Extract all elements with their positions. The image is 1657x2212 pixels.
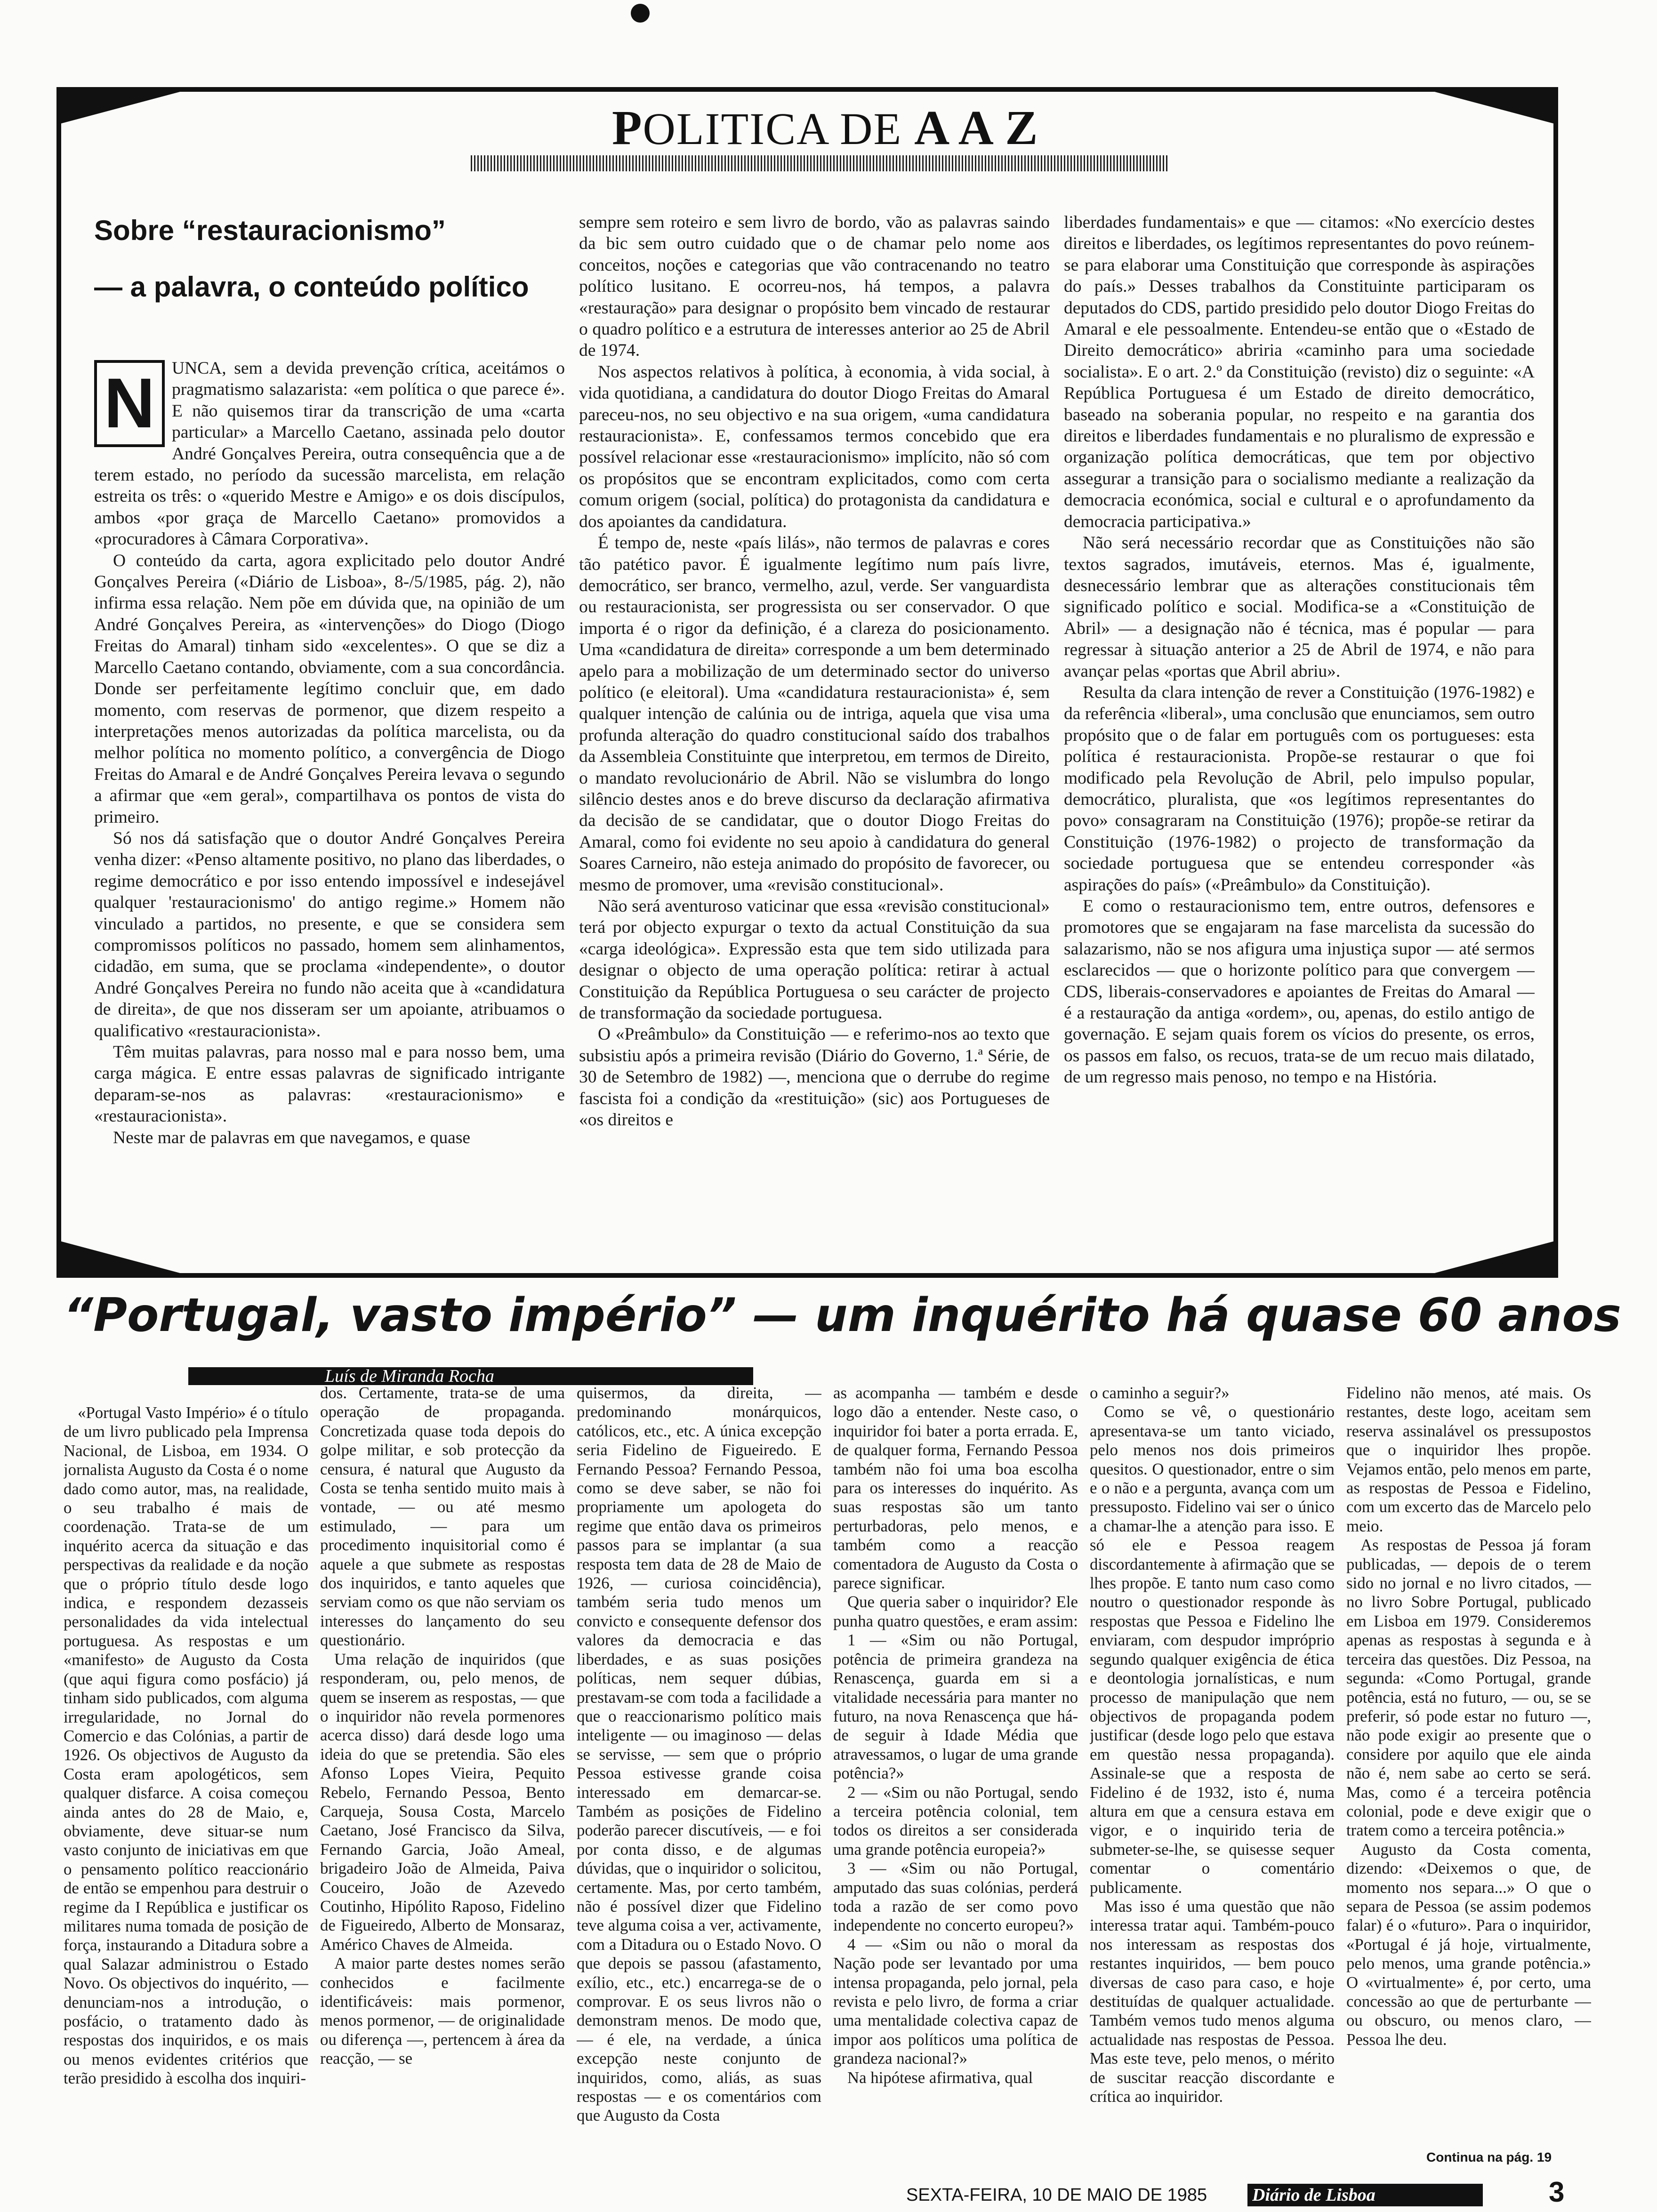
article-headline: “Portugal, vasto império” — um inquérito há quase 60 anos [64, 1289, 1621, 1342]
paragraph: Fidelino não menos, até mais. Os restantes, deste logo, aceitam sem reserva assinalável os pressupostos que o inquiridor lhes propõe. Vejamos então, pelo menos em parte, as respostas de Pessoa e Fidelino, com um excerto das de Marcelo pelo meio. [1346, 1384, 1591, 1535]
paragraph: Só nos dá satisfação que o doutor André Gonçalves Pereira venha dizer: «Penso altamente positivo, no plano das liberdades, o regime democrático e por isso entendo impossível e indesejável qualquer 'restauracionismo' do antigo regime.» Homem não vinculado a partidos, no presente, e que se considera sem compromissos políticos no passado, homem sem alinhamentos, cidadão, em suma, que se proclama «independente», o doutor André Gonçalves Pereira no fundo não aceita que à «candidatura de direita», de que nos disseram ser um apoiante, atribuamos o qualificativo «restauracionista». [94, 828, 565, 1041]
frame-corner [56, 87, 198, 125]
section-title-rule [471, 155, 1167, 171]
newspaper-name: Diário de Lisboa [1252, 2185, 1375, 2205]
drop-cap: N [94, 360, 165, 447]
paragraph: «Portugal Vasto Império» é o título de um livro publicado pela Imprensa Nacional, de Lisboa, em 1934. O jornalista Augusto da Costa é o nome dado como autor, mas, na realidade, o seu trabalho é mais de coordenação. Trata-se de um inquérito acerca da situação e das perspectivas da realidade e da noção que o próprio título desde logo indica, e respondem dezasseis personalidades da vida intelectual portuguesa. As respostas e um «manifesto» de Augusto da Costa (que aqui figura como posfácio) já tinham sido publicados, com alguma irregularidade, no Jornal do Comercio e das Colónias, a partir de 1926. Os objectivos de Augusto da Costa eram apologéticos, sem qualquer disfarce. A coisa começou ainda antes do 28 de Maio, e, obviamente, deve situar-se num vasto conjunto de iniciativas em que o pensamento político reaccionário de então se empenhou para destruir o regime da I República e justificar os militares numa tomada de posição de força, instaurando a Ditadura sobre a qual Salazar administrou o Estado Novo. Os objectivos do inquérito, — denunciam-nos a introdução, o posfácio, o tratamento dado às respostas dos inquiridos, e os mais ou menos evidentes critérios que terão presidido à escolha dos inquiri- [64, 1403, 308, 2088]
paragraph: Nos aspectos relativos à política, à economia, à vida social, à vida quotidiana, a candidatura do doutor Diogo Freitas do Amaral pareceu-nos, no seu objectivo e na sua origem, «uma candidatura restauracionista». E, confessamos termos concebido que era possível relacionar esse «restauracionismo» implícito, não só com os propósitos que se encontram explicitados, como com certa comum origem (social, política) do protagonista da candidatura e dos apoiantes da candidatura. [579, 362, 1050, 531]
paragraph: Uma relação de inquiridos (que responderam, ou, pelo menos, de quem se inserem as respostas, — que o inquiridor não revela pormenores acerca disso) dará desde logo uma ideia do que se pretendia. São eles Afonso Lopes Vieira, Pequito Rebelo, Fernando Pessoa, Bento Carqueja, Sousa Costa, Marcelo Caetano, José Francisco da Silva, Fernando Garcia, João Ameal, brigadeiro João de Almeida, Paiva Couceiro, João de Azevedo Coutinho, Hipólito Raposo, Fidelino de Figueiredo, Alberto de Monsaraz, Américo Chaves de Almeida. [320, 1650, 565, 1954]
frame-corner [1417, 87, 1558, 125]
article-column-1 [94, 358, 565, 1266]
byline: Luís de Miranda Rocha [325, 1366, 494, 1386]
paragraph: Neste mar de palavras em que navegamos, e quase [113, 1128, 471, 1147]
paragraph: Mas isso é uma questão que não interessa tratar aqui. Também-pouco nos interessam as respostas dos restantes inquiridos, — bem pouco diversas de caso para caso, e hoje destituídas de qualquer actualidade. Também vemos tudo menos alguma actualidade nas respostas de Pessoa. Mas este teve, pelo menos, o mérito de suscitar reacção discordante e crítica ao inquiridor. [1090, 1897, 1335, 2106]
paragraph: o caminho a seguir?» [1090, 1384, 1230, 1402]
paragraph: dos. Certamente, trata-se de uma operação de propaganda. Concretizada quase toda depois do golpe militar, e sob protecção da censura, é natural que Augusto da Costa se tenha sentido muito mais à vontade, — ou até mesmo estimulado, — para um procedimento inquisitorial como é aquele a que submete as respostas dos inquiridos, e tanto aqueles que serviam como os que não serviam os interesses do lançamento do seu questionário. [320, 1384, 565, 1650]
article-headline [94, 212, 565, 306]
article-column-5 [1090, 1384, 1335, 2184]
paragraph: 1 — «Sim ou não Portugal, potência de primeira grandeza na Renascença, guarda em si a vitalidade necessária para manter no futuro, na nova Renascença que há-de seguir à Idade Média que atravessamos, o lugar de uma grande potência?» [833, 1631, 1078, 1783]
page-number: 3 [1549, 2176, 1565, 2208]
article-column-4 [833, 1384, 1078, 2184]
paragraph: Têm muitas palavras, para nosso mal e para nosso bem, uma carga mágica. E entre essas palavras de significado intrigante deparam-se-nos as palavras: «restauracionismo» e «restauracionista». [94, 1042, 565, 1126]
paragraph: quisermos, da direita, — predominando monárquicos, católicos, etc., etc. A única excepção seria Fidelino de Figueiredo. E Fernando Pessoa? Fernando Pessoa, como se deve saber, se não foi propriamente um apologeta do regime que então dava os primeiros passos para se implantar (a sua resposta tem data de 28 de Maio de 1926, — curiosa coincidência), também seria tudo menos um convicto e consequente defensor dos valores da democracia e das liberdades, e as suas posições políticas, nem sequer dúbias, prestavam-se com toda a facilidade a que o reaccionarismo político mais inteligente — ou imaginoso — delas se servisse, — sem que o próprio Pessoa estivesse grande coisa interessado em demarcar-se. Também as posições de Fidelino poderão parecer discutíveis, — e foi por conta disso, e de algumas dúvidas, que o inquiridor o solicitou, certamente. Mas, por certo também, não é possível dizer que Fidelino teve alguma coisa a ver, activamente, com a Ditadura ou o Estado Novo. O que depois se passou (afastamento, exílio, etc., etc.) encarrega-se de o comprovar. E os seus livros não o demonstram menos. De modo que, — é ele, na verdade, a única excepção neste conjunto de inquiridos, como, aliás, as suas respostas — e os comentários com que Augusto da Costa [577, 1384, 821, 2125]
section-title: POLITICA DE A A Z [612, 101, 1039, 155]
paragraph: UNCA, sem a devida prevenção crítica, aceitámos o pragmatismo salazarista: «em política o que parece é». E não quisemos tirar da transcrição de uma «carta particular» a Marcello Caetano, assinada pelo doutor André Gonçalves Pereira, outra consequência que a de terem estado, no período da sucessão marcelista, em relação estreita os três: o «querido Mestre e Amigo» e os dois discípulos, ambos «por graça de Marcello Caetano» promovidos a «procuradores à Câmara Corporativa». [94, 359, 565, 549]
paragraph: Não será aventuroso vaticinar que essa «revisão constitucional» terá por objecto expurgar o texto da actual Constituição da sua «carga ideológica». Expressão esta que tem sido utilizada para designar o objecto de uma operação política: retirar à actual Constituição da República Portuguesa o seu carácter de projecto de transformação da sociedade portuguesa. [579, 897, 1050, 1023]
paragraph: E como o restauracionismo tem, entre outros, defensores e promotores que se engajaram na fase marcelista da sucessão do salazarismo, não se nos afigura uma injustiça supor — até sermos esclarecidos — que o horizonte político para que convergem — CDS, liberais-conservadores e apoiantes de Freitas do Amaral — é a restauração da antiga «ordem», ou, apenas, do estilo antigo de governação. E sejam quais forem os vícios do presente, os erros, os passos em falso, os recuos, trata-se de um recuo mais dilatado, de um regresso mais penoso, no tempo e na História. [1064, 897, 1535, 1087]
paragraph: 4 — «Sim ou não o moral da Nação pode ser levantado por uma intensa propaganda, pelo jornal, pela revista e pelo livro, de forma a criar uma mentalidade colectiva capaz de impor aos políticos uma política de grandeza nacional?» [833, 1935, 1078, 2068]
paragraph: Como se vê, o questionário apresentava-se um tanto viciado, pelo menos nos dois primeiros quesitos. O questionador, entre o sim e o não e a pergunta, avança com um pressuposto. Fidelino vai ser o único a chamar-lhe a atenção para isso. E só ele e Pessoa reagem discordantemente à afirmação que se lhes propõe. E tanto num caso como noutro o questionador responde às respostas que Pessoa e Fidelino lhe enviaram, com despudor impróprio segundo qualquer exigência de ética e deontologia jornalísticas, e num processo de manipulação que nem objectivos de propaganda podem justificar (desde logo pelo que estava em questão nessa propaganda). Assinale-se que a resposta de Fidelino é de 1932, isto é, numa altura em que a censura estava em vigor, e o inquirido teria de submeter-se-lhe, se quisesse sequer comentar o comentário publicamente. [1090, 1403, 1335, 1897]
paragraph: 2 — «Sim ou não Portugal, sendo a terceira potência colonial, tem todos os direitos a ser considerada uma grande potência europeia?» [833, 1783, 1078, 1859]
continued-note: Continua na pág. 19 [1426, 2150, 1552, 2164]
article-column-2 [320, 1384, 565, 2184]
paragraph: Que queria saber o inquiridor? Ele punha quatro questões, e eram assim: [833, 1593, 1078, 1630]
article-column-1 [64, 1403, 308, 2185]
paragraph: Resulta da clara intenção de rever a Constituição (1976-1982) e da referência «liberal», uma conclusão que enunciamos, sem outro propósito que o de falar em português com os portugueses: esta política é restauracionista. Propõe-se restaurar o que foi modificado pela Revolução de Abril, pelo impulso popular, democrático, pluralista, que «os legítimos representantes do povo» consagraram na Constituição (1976); propõe-se retirar da Constituição (1976-1982) o projecto de transformação da sociedade portuguesa que se entendeu corresponder «às aspirações do país» («Preâmbulo» da Constituição). [1064, 682, 1535, 895]
paragraph: 3 — «Sim ou não Portugal, amputado das suas colónias, perderá toda a razão de ser como povo independente no concerto europeu?» [833, 1859, 1078, 1935]
article-column-6 [1346, 1384, 1591, 2146]
registration-mark [631, 4, 650, 23]
paragraph: Não será necessário recordar que as Constituições não são textos sagrados, imutáveis, eternos. Mas é, igualmente, desnecessário lembrar que as alterações constitucionais têm significado político e social. Modifica-se a «Constituição de Abril» — a designação não é técnica, mas é popular — para regressar à situação anterior a 25 de Abril de 1974, e não para avançar pelas «portas que Abril abriu». [1064, 533, 1535, 681]
article-column-2 [579, 212, 1050, 1266]
paragraph: O conteúdo da carta, agora explicitado pelo doutor André Gonçalves Pereira («Diário de Lisboa», 8-/5/1985, pág. 2), não infirma essa relação. Nem põe em dúvida que, na opinião de um André Gonçalves Pereira, as «intervenções» do Diogo (Diogo Freitas do Amaral) tinham sido «excelentes». O que se diz a Marcello Caetano contando, obviamente, com a sua concordância. Donde ser perfeitamente legítimo concluir que, em dado momento, com reservas de pormenor, que dizem respeito a interpretações menos autorizadas da política marcelista, ou da melhor política no momento político, a convergência de Diogo Freitas do Amaral e de André Gonçalves Pereira levava o segundo a afirmar que «em geral», compartilhava os pontos de vista do primeiro. [94, 551, 565, 827]
paragraph: A maior parte destes nomes serão conhecidos e facilmente identificáveis: mais pormenor, menos pormenor, — de originalidade ou diferença —, pertencem à área da reacção, — se [320, 1954, 565, 2068]
paragraph: Na hipótese afirmativa, qual [847, 2068, 1033, 2087]
article-column-3 [577, 1384, 821, 2184]
paragraph: sempre sem roteiro e sem livro de bordo, vão as palavras saindo da bic sem outro cuidado que o de chamar pelo nome aos conceitos, noções e categorias que vão contracenando no teatro político lusitano. E ocorreu-nos, há tempos, a palavra «restauração» para designar o propósito bem vincado de restaurar o quadro político e a estrutura de interesses anterior ao 25 de Abril de 1974. [579, 213, 1050, 361]
paragraph: Augusto da Costa comenta, dizendo: «Deixemos o que, de momento nos separa...» O que o separa de Pessoa (se assim podemos falar) é o «futuro». Para o inquiridor, «Portugal é já hoje, virtualmente, pelo menos, uma grande potência.» O «virtualmente» é, por certo, uma concessão ao que de perturbante — ou obscuro, ou menos claro, — Pessoa lhe deu. [1346, 1840, 1591, 2049]
headline-line-2: — a palavra, o conteúdo político [94, 271, 529, 303]
issue-date: SEXTA-FEIRA, 10 DE MAIO DE 1985 [906, 2185, 1207, 2205]
paragraph: O «Preâmbulo» da Constituição — e referimo-nos ao texto que subsistiu após a primeira revisão (Diário do Governo, 1.ª Série, de 30 de Setembro de 1982) —, menciona que o derrube do regime fascista foi a condição da «restituição» (sic) aos Portugueses de «os direitos e [579, 1025, 1050, 1130]
paragraph: as acompanha — também e desde logo dão a entender. Neste caso, o inquiridor foi bater a porta errada. E, de qualquer forma, Fernando Pessoa também não foi uma boa escolha para os interesses do inquérito. As suas respostas são um tanto perturbadoras, pelo menos, e também como a reacção comentadora de Augusto da Costa o parece significar. [833, 1384, 1078, 1593]
headline-line-1: Sobre “restauracionismo” [94, 215, 446, 246]
paragraph: É tempo de, neste «país lilás», não termos de palavras e cores tão patético pavor. É igualmente legítimo num país livre, democrático, ser branco, vermelho, azul, verde. Ser vanguardista ou restauracionista, ser progressista ou ser conservador. O que importa é o rigor da definição, é a clareza do posicionamento. Uma «candidatura de direita» corresponde a um bem determinado apelo para a mobilização de um determinado sector do universo político (e eleitoral). Uma «candidatura restauracionista» é, sem qualquer intenção de calúnia ou de intriga, aquela que visa uma profunda alteração do quadro constitucional saído dos trabalhos da Assembleia Constituinte que interpretou, em termos de Direito, o mandato revolucionário de Abril. Não se vislumbra do longo silêncio destes anos e do breve discurso da declaração afirmativa da decisão de se candidatar, que o doutor Diogo Freitas do Amaral, como foi evidente no seu apoio à candidatura do general Soares Carneiro, não esteja animado do propósito de favorecer, ou mesmo de promover, uma «revisão constitucional». [579, 533, 1050, 895]
paragraph: liberdades fundamentais» e que — citamos: «No exercício destes direitos e liberdades, os legítimos representantes do povo reúnem-se para elaborar uma Constituição que corresponde às aspirações do país.» Desses trabalhos da Constituinte participaram os deputados do CDS, partido presidido pelo doutor Diogo Freitas do Amaral e ele pessoalmente. Entendeu-se então que o «Estado de Direito democrático» abriria «caminho para uma sociedade socialista». E o art. 2.º da Constituição (revisto) diz o seguinte: «A República Portuguesa é um Estado de direito democrático, baseado na soberania popular, no respeito e na garantia dos direitos e liberdades fundamentais e no pluralismo de expressão e organização política democráticas, que tem por objectivo assegurar a transição para o socialismo mediante a realização da democracia económica, social e cultural e o aprofundamento da democracia participativa.» [1064, 213, 1535, 531]
paragraph: As respostas de Pessoa já foram publicadas, — depois de o terem sido no jornal e no livro citados, — no livro Sobre Portugal, publicado em Lisboa em 1979. Consideremos apenas as respostas à segunda e à terceira das questões. Diz Pessoa, na segunda: «Como Portugal, grande potência, está no futuro, — ou, se se preferir, só pode estar no futuro —, não pode exigir ao presente que o considere por aquilo que ele ainda não é, nem sabe ao certo se será. Mas, como é a terceira potência colonial, pode e deve exigir que o tratem como a terceira potência.» [1346, 1536, 1591, 1840]
article-column-3 [1064, 212, 1535, 1266]
